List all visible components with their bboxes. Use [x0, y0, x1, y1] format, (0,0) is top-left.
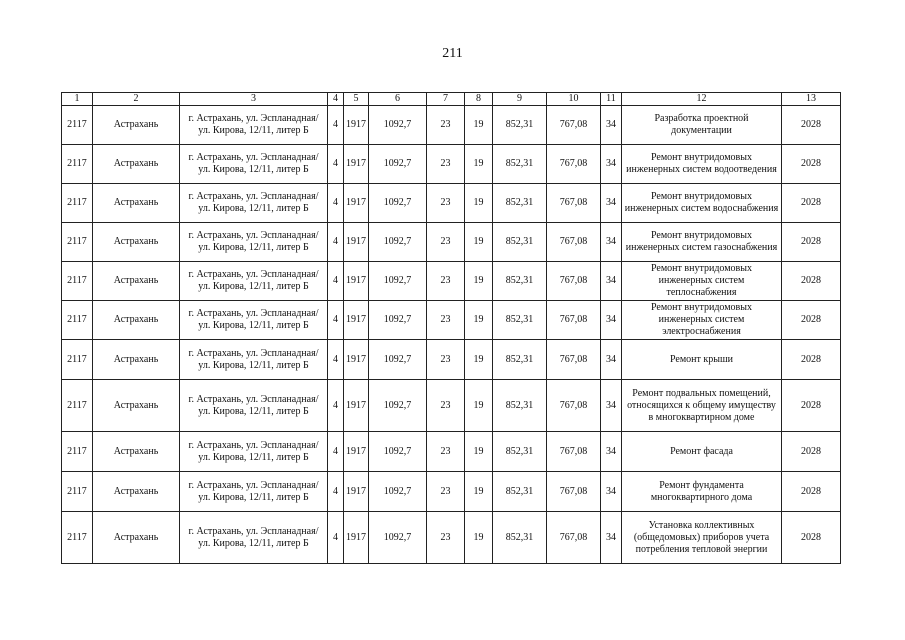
year-built-cell: 1917: [344, 223, 369, 262]
column-8-cell: 19: [465, 145, 493, 184]
column-number-4: 4: [328, 93, 344, 106]
planned-year-cell: 2028: [782, 262, 841, 301]
address-cell: г. Астрахань, ул. Эспланадная/ ул. Кирова, 12/11, литер Б: [180, 380, 328, 432]
address-cell: г. Астрахань, ул. Эспланадная/ ул. Кирова, 12/11, литер Б: [180, 472, 328, 512]
work-type-cell: Ремонт фундамента многоквартирного дома: [622, 472, 782, 512]
total-area-cell: 1092,7: [369, 106, 427, 145]
address-cell: г. Астрахань, ул. Эспланадная/ ул. Кирова, 12/11, литер Б: [180, 301, 328, 340]
floors-cell: 4: [328, 340, 344, 380]
total-area-cell: 1092,7: [369, 184, 427, 223]
year-built-cell: 1917: [344, 184, 369, 223]
column-10-cell: 767,08: [547, 512, 601, 564]
code-cell: 2117: [62, 380, 93, 432]
column-11-cell: 34: [601, 432, 622, 472]
code-cell: 2117: [62, 512, 93, 564]
column-number-7: 7: [427, 93, 465, 106]
work-type-cell: Ремонт внутридомовых инженерных систем теплоснабжения: [622, 262, 782, 301]
column-7-cell: 23: [427, 512, 465, 564]
work-type-cell: Ремонт внутридомовых инженерных систем водоотведения: [622, 145, 782, 184]
column-8-cell: 19: [465, 472, 493, 512]
floors-cell: 4: [328, 184, 344, 223]
column-8-cell: 19: [465, 262, 493, 301]
code-cell: 2117: [62, 432, 93, 472]
year-built-cell: 1917: [344, 432, 369, 472]
column-number-3: 3: [180, 93, 328, 106]
column-number-6: 6: [369, 93, 427, 106]
column-10-cell: 767,08: [547, 223, 601, 262]
total-area-cell: 1092,7: [369, 223, 427, 262]
table-row: [62, 432, 841, 472]
work-type-cell: Ремонт крыши: [622, 340, 782, 380]
floors-cell: 4: [328, 380, 344, 432]
code-cell: 2117: [62, 106, 93, 145]
city-cell: Астрахань: [93, 340, 180, 380]
column-7-cell: 23: [427, 262, 465, 301]
city-cell: Астрахань: [93, 184, 180, 223]
city-cell: Астрахань: [93, 472, 180, 512]
column-9-cell: 852,31: [493, 340, 547, 380]
column-11-cell: 34: [601, 472, 622, 512]
total-area-cell: 1092,7: [369, 432, 427, 472]
table-body: [62, 106, 841, 564]
column-11-cell: 34: [601, 380, 622, 432]
city-cell: Астрахань: [93, 432, 180, 472]
floors-cell: 4: [328, 512, 344, 564]
column-8-cell: 19: [465, 184, 493, 223]
column-number-row: [62, 93, 841, 106]
address-cell: г. Астрахань, ул. Эспланадная/ ул. Кирова, 12/11, литер Б: [180, 223, 328, 262]
column-7-cell: 23: [427, 432, 465, 472]
year-built-cell: 1917: [344, 301, 369, 340]
column-7-cell: 23: [427, 223, 465, 262]
column-9-cell: 852,31: [493, 223, 547, 262]
address-cell: г. Астрахань, ул. Эспланадная/ ул. Кирова, 12/11, литер Б: [180, 512, 328, 564]
total-area-cell: 1092,7: [369, 262, 427, 301]
column-number-5: 5: [344, 93, 369, 106]
planned-year-cell: 2028: [782, 380, 841, 432]
column-8-cell: 19: [465, 432, 493, 472]
city-cell: Астрахань: [93, 145, 180, 184]
city-cell: Астрахань: [93, 380, 180, 432]
year-built-cell: 1917: [344, 512, 369, 564]
work-type-cell: Установка коллективных (общедомовых) приборов учета потребления тепловой энергии: [622, 512, 782, 564]
year-built-cell: 1917: [344, 106, 369, 145]
year-built-cell: 1917: [344, 340, 369, 380]
city-cell: Астрахань: [93, 262, 180, 301]
column-11-cell: 34: [601, 145, 622, 184]
column-8-cell: 19: [465, 301, 493, 340]
address-cell: г. Астрахань, ул. Эспланадная/ ул. Кирова, 12/11, литер Б: [180, 145, 328, 184]
column-9-cell: 852,31: [493, 472, 547, 512]
column-11-cell: 34: [601, 262, 622, 301]
column-10-cell: 767,08: [547, 340, 601, 380]
column-11-cell: 34: [601, 301, 622, 340]
city-cell: Астрахань: [93, 223, 180, 262]
column-11-cell: 34: [601, 184, 622, 223]
repair-schedule-table: [61, 92, 841, 564]
address-cell: г. Астрахань, ул. Эспланадная/ ул. Кирова, 12/11, литер Б: [180, 106, 328, 145]
total-area-cell: 1092,7: [369, 472, 427, 512]
total-area-cell: 1092,7: [369, 512, 427, 564]
code-cell: 2117: [62, 184, 93, 223]
column-7-cell: 23: [427, 106, 465, 145]
column-10-cell: 767,08: [547, 184, 601, 223]
column-10-cell: 767,08: [547, 301, 601, 340]
column-10-cell: 767,08: [547, 380, 601, 432]
column-8-cell: 19: [465, 223, 493, 262]
planned-year-cell: 2028: [782, 512, 841, 564]
column-11-cell: 34: [601, 223, 622, 262]
planned-year-cell: 2028: [782, 184, 841, 223]
column-9-cell: 852,31: [493, 262, 547, 301]
column-11-cell: 34: [601, 106, 622, 145]
floors-cell: 4: [328, 262, 344, 301]
code-cell: 2117: [62, 340, 93, 380]
column-9-cell: 852,31: [493, 301, 547, 340]
city-cell: Астрахань: [93, 512, 180, 564]
column-9-cell: 852,31: [493, 380, 547, 432]
city-cell: Астрахань: [93, 301, 180, 340]
address-cell: г. Астрахань, ул. Эспланадная/ ул. Кирова, 12/11, литер Б: [180, 184, 328, 223]
column-9-cell: 852,31: [493, 512, 547, 564]
code-cell: 2117: [62, 223, 93, 262]
code-cell: 2117: [62, 262, 93, 301]
total-area-cell: 1092,7: [369, 145, 427, 184]
total-area-cell: 1092,7: [369, 380, 427, 432]
column-number-1: 1: [62, 93, 93, 106]
column-11-cell: 34: [601, 512, 622, 564]
column-9-cell: 852,31: [493, 184, 547, 223]
planned-year-cell: 2028: [782, 340, 841, 380]
table-row: [62, 184, 841, 223]
floors-cell: 4: [328, 432, 344, 472]
planned-year-cell: 2028: [782, 223, 841, 262]
column-7-cell: 23: [427, 184, 465, 223]
floors-cell: 4: [328, 472, 344, 512]
year-built-cell: 1917: [344, 472, 369, 512]
column-9-cell: 852,31: [493, 106, 547, 145]
floors-cell: 4: [328, 301, 344, 340]
city-cell: Астрахань: [93, 106, 180, 145]
column-7-cell: 23: [427, 380, 465, 432]
work-type-cell: Разработка проектной документации: [622, 106, 782, 145]
table-row: [62, 106, 841, 145]
work-type-cell: Ремонт подвальных помещений, относящихся к общему имуществу в многоквартирном доме: [622, 380, 782, 432]
table-row: [62, 262, 841, 301]
planned-year-cell: 2028: [782, 472, 841, 512]
planned-year-cell: 2028: [782, 106, 841, 145]
year-built-cell: 1917: [344, 380, 369, 432]
planned-year-cell: 2028: [782, 145, 841, 184]
column-number-12: 12: [622, 93, 782, 106]
page-number: 211: [442, 46, 463, 61]
year-built-cell: 1917: [344, 145, 369, 184]
table-row: [62, 472, 841, 512]
code-cell: 2117: [62, 301, 93, 340]
address-cell: г. Астрахань, ул. Эспланадная/ ул. Кирова, 12/11, литер Б: [180, 340, 328, 380]
table-row: [62, 223, 841, 262]
floors-cell: 4: [328, 223, 344, 262]
column-7-cell: 23: [427, 145, 465, 184]
address-cell: г. Астрахань, ул. Эспланадная/ ул. Кирова, 12/11, литер Б: [180, 432, 328, 472]
column-7-cell: 23: [427, 340, 465, 380]
column-9-cell: 852,31: [493, 145, 547, 184]
column-10-cell: 767,08: [547, 472, 601, 512]
column-8-cell: 19: [465, 512, 493, 564]
floors-cell: 4: [328, 145, 344, 184]
table-row: [62, 340, 841, 380]
column-number-2: 2: [93, 93, 180, 106]
column-10-cell: 767,08: [547, 262, 601, 301]
work-type-cell: Ремонт внутридомовых инженерных систем водоснабжения: [622, 184, 782, 223]
column-11-cell: 34: [601, 340, 622, 380]
column-10-cell: 767,08: [547, 106, 601, 145]
work-type-cell: Ремонт фасада: [622, 432, 782, 472]
total-area-cell: 1092,7: [369, 340, 427, 380]
column-number-9: 9: [493, 93, 547, 106]
column-8-cell: 19: [465, 340, 493, 380]
column-7-cell: 23: [427, 472, 465, 512]
table-row: [62, 145, 841, 184]
column-number-8: 8: [465, 93, 493, 106]
table-row: [62, 380, 841, 432]
table-row: [62, 512, 841, 564]
planned-year-cell: 2028: [782, 432, 841, 472]
column-8-cell: 19: [465, 106, 493, 145]
column-10-cell: 767,08: [547, 432, 601, 472]
year-built-cell: 1917: [344, 262, 369, 301]
column-7-cell: 23: [427, 301, 465, 340]
column-number-11: 11: [601, 93, 622, 106]
total-area-cell: 1092,7: [369, 301, 427, 340]
code-cell: 2117: [62, 145, 93, 184]
work-type-cell: Ремонт внутридомовых инженерных систем электроснабжения: [622, 301, 782, 340]
column-8-cell: 19: [465, 380, 493, 432]
column-10-cell: 767,08: [547, 145, 601, 184]
column-9-cell: 852,31: [493, 432, 547, 472]
address-cell: г. Астрахань, ул. Эспланадная/ ул. Кирова, 12/11, литер Б: [180, 262, 328, 301]
column-number-13: 13: [782, 93, 841, 106]
planned-year-cell: 2028: [782, 301, 841, 340]
code-cell: 2117: [62, 472, 93, 512]
column-number-10: 10: [547, 93, 601, 106]
table-row: [62, 301, 841, 340]
floors-cell: 4: [328, 106, 344, 145]
work-type-cell: Ремонт внутридомовых инженерных систем газоснабжения: [622, 223, 782, 262]
